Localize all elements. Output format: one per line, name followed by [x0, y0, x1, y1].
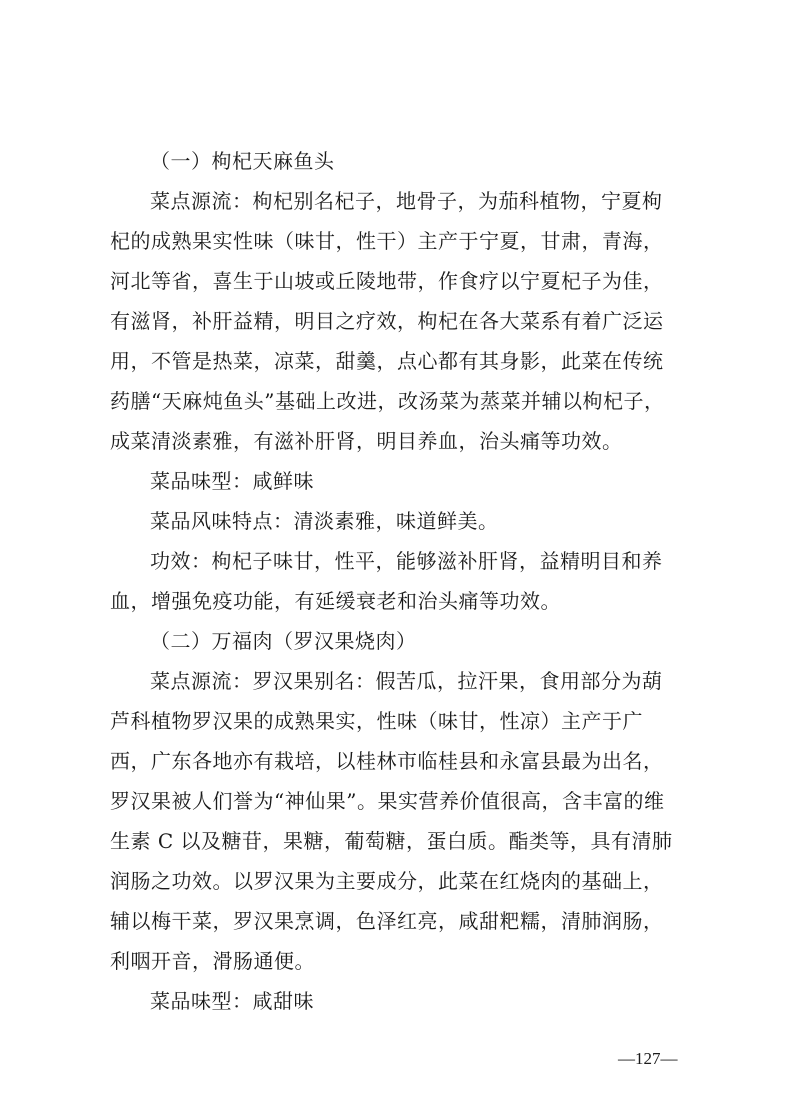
text-line: 生素 C 以及糖苷，果糖，葡萄糖，蛋白质。酯类等，具有清肺 — [110, 829, 673, 853]
section-heading: （二）万福肉（罗汉果烧肉） — [150, 629, 417, 653]
text-line: 菜点源流：罗汉果别名：假苦瓜，拉汗果，食用部分为葫 — [150, 669, 663, 693]
text-line: 菜品风味特点：清淡素雅，味道鲜美。 — [150, 509, 499, 533]
text-line: 血，增强免疫功能，有延缓衰老和治头痛等功效。 — [110, 589, 561, 613]
text-line: 成菜清淡素雅，有滋补肝肾，明目养血，治头痛等功效。 — [110, 429, 623, 453]
text-line: 有滋肾，补肝益精，明目之疗效，枸杞在各大菜系有着广泛运 — [110, 309, 664, 333]
document-page — [110, 141, 690, 1021]
paragraph-flavor-features — [110, 501, 690, 541]
section-heading: （一）枸杞天麻鱼头 — [150, 149, 335, 173]
text-line: 功效：枸杞子味甘，性平，能够滋补肝肾，益精明目和养 — [150, 549, 663, 573]
text-line: 芦科植物罗汉果的成熟果实，性味（味甘，性凉）主产于广 — [110, 709, 643, 733]
paragraph-flavor-type — [110, 981, 690, 1021]
section-gouqi-tianma-yutou — [110, 141, 690, 621]
text-line: 河北等省，喜生于山坡或丘陵地带，作食疗以宁夏杞子为佳， — [110, 269, 664, 293]
text-line: 利咽开音，滑肠通便。 — [110, 949, 315, 973]
text-line: 菜品味型：咸甜味 — [150, 989, 314, 1013]
paragraph-origin — [110, 181, 690, 461]
text-line: 药膳“天麻炖鱼头”基础上改进，改汤菜为蒸菜并辅以枸杞子， — [110, 389, 665, 413]
text-line: 西，广东各地亦有栽培，以桂林市临桂县和永富县最为出名， — [110, 749, 664, 773]
text-line: 罗汉果被人们誉为“神仙果”。果实营养价值很高，含丰富的维 — [110, 789, 665, 813]
paragraph-flavor-type — [110, 461, 690, 501]
text-line: 润肠之功效。以罗汉果为主要成分，此菜在红烧肉的基础上， — [110, 869, 664, 893]
text-line: 菜品味型：咸鲜味 — [150, 469, 314, 493]
text-line: 辅以梅干菜，罗汉果烹调，色泽红亮，咸甜粑糯，清肺润肠， — [110, 909, 664, 933]
text-line: 菜点源流：枸杞别名杞子，地骨子，为茄科植物，宁夏枸 — [150, 189, 663, 213]
paragraph-origin — [110, 661, 690, 981]
paragraph-efficacy — [110, 541, 690, 621]
page-number: —127— — [618, 1049, 678, 1068]
text-line: 杞的成熟果实性味（味甘，性干）主产于宁夏，甘肃，青海， — [110, 229, 664, 253]
section-wanfu-rou — [110, 621, 690, 1021]
text-line: 用，不管是热菜，凉菜，甜羹，点心都有其身影，此菜在传统 — [110, 349, 664, 373]
